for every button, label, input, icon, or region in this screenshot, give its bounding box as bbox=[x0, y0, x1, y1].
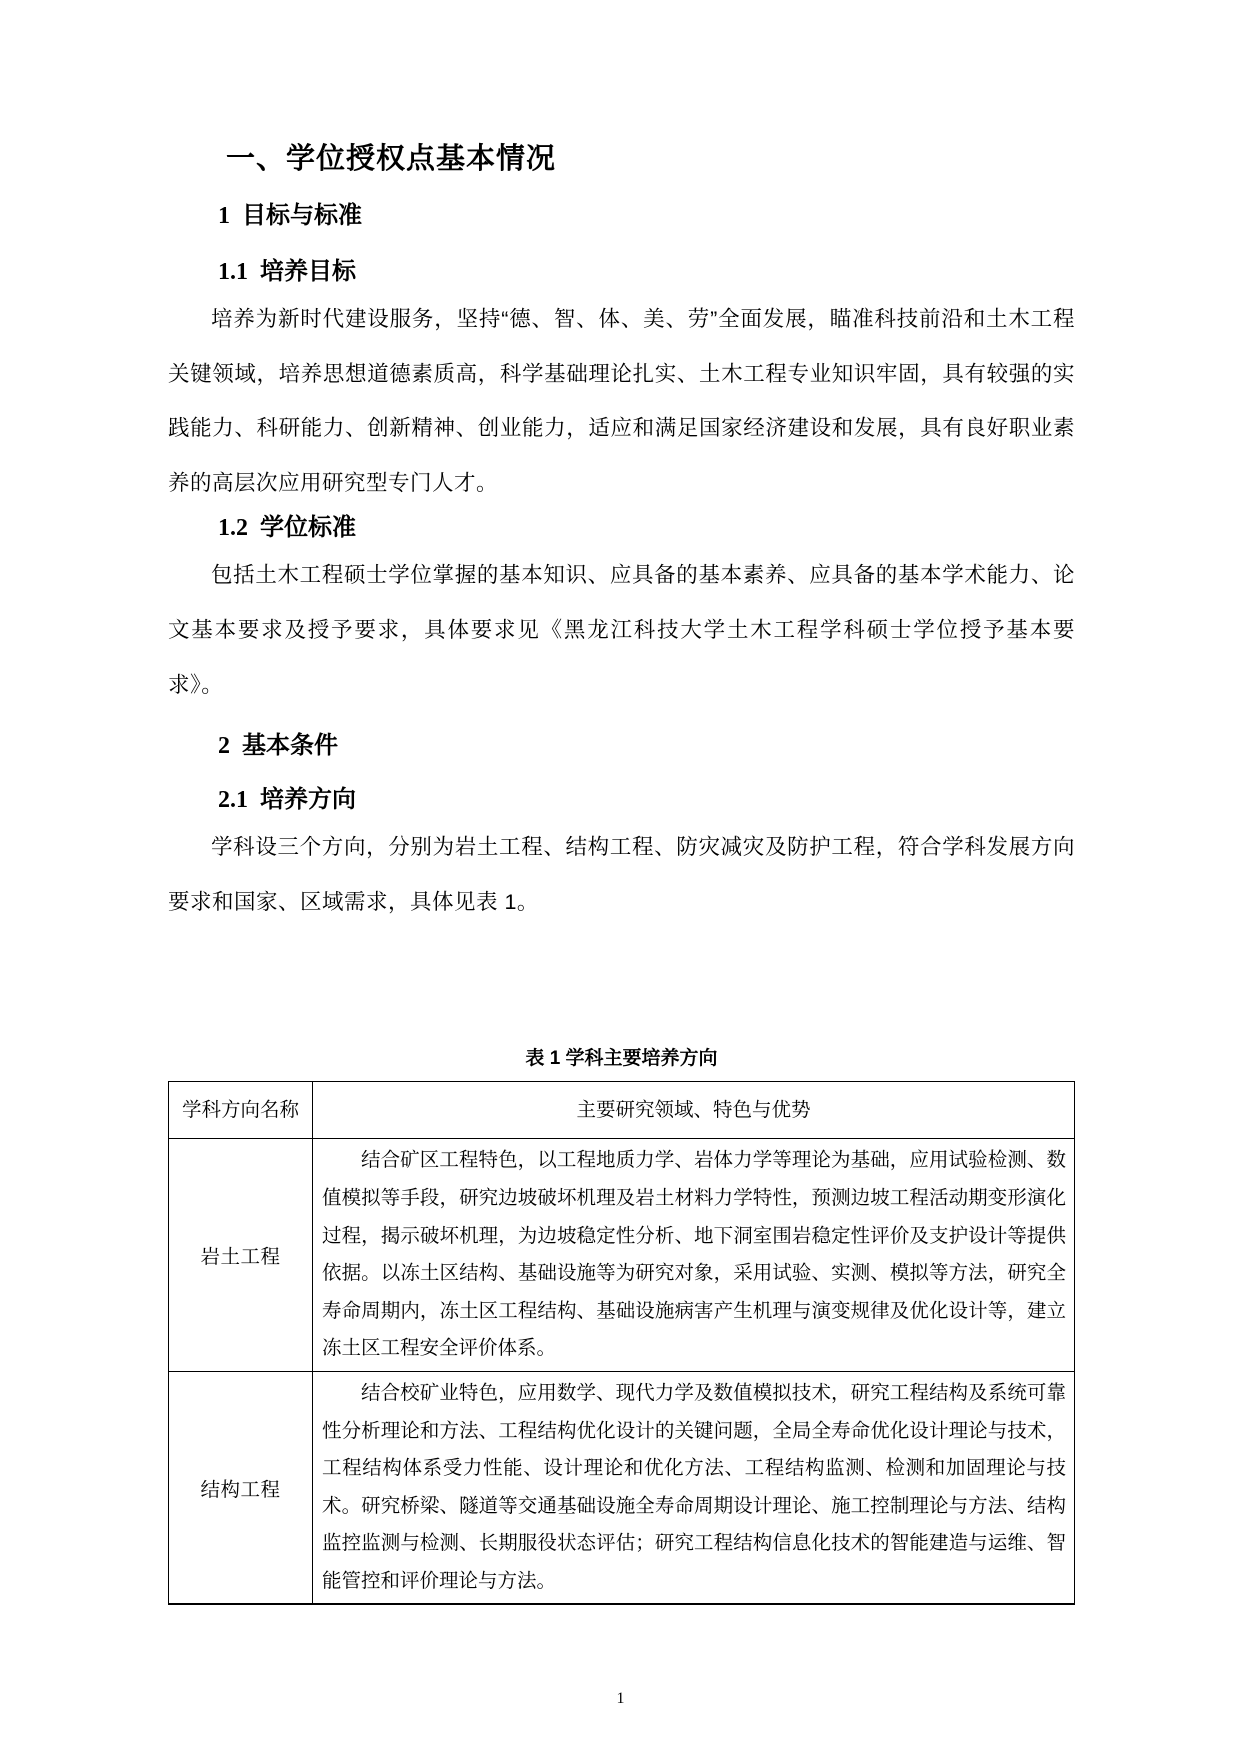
section-number: 2.1 bbox=[218, 787, 248, 814]
paragraph-training-objectives: 培养为新时代建设服务，坚持“德、智、体、美、劳”全面发展，瞄准科技前沿和土木工程关键领域，培养思想道德素质高，科学基础理论扎实、土木工程专业知识牢固，具有较强的实践能力、科研能力、创新精神、创业能力，适应和满足国家经济建设和发展，具有良好职业素养的高层次应用研究型专门人才。 bbox=[168, 307, 1075, 495]
section-heading-1 bbox=[168, 200, 1075, 232]
table-caption: 表 1 学科主要培养方向 bbox=[525, 1048, 718, 1070]
page-number: 1 bbox=[616, 1690, 625, 1707]
paragraph-degree-standards: 包括土木工程硕士学位掌握的基本知识、应具备的基本素养、应具备的基本学术能力、论文基本要求及授予要求，具体要求见《黑龙江科技大学土木工程学科硕士学位授予基本要求》。 bbox=[168, 563, 1075, 697]
section-title: 学位标准 bbox=[260, 514, 356, 542]
section-number: 2 bbox=[218, 733, 230, 760]
page-title: 一、学位授权点基本情况 bbox=[226, 143, 557, 175]
table-header-row bbox=[169, 1082, 1075, 1139]
section-title: 培养目标 bbox=[260, 258, 356, 285]
paragraph-training-directions: 学科设三个方向，分别为岩土工程、结构工程、防灾减灾及防护工程，符合学科发展方向要求和国家、区域需求，具体见表 1。 bbox=[168, 835, 1075, 914]
section-heading-1-1 bbox=[168, 256, 1075, 288]
direction-description-cell: 结合矿区工程特色，以工程地质力学、岩体力学等理论为基础，应用试验检测、数值模拟等手段，研究边坡破坏机理及岩土材料力学特性，预测边坡工程活动期变形演化过程，揭示破坏机理，为边坡稳定性分析、地下洞室围岩稳定性评价及支护设计等提供依据。以冻土区结构、基础设施等为研究对象，采用试验、实测、模拟等方法，研究全寿命周期内，冻土区工程结构、基础设施病害产生机理与演变规律及优化设计等，建立冻土区工程安全评价体系。 bbox=[313, 1139, 1075, 1372]
direction-name-cell: 结构工程 bbox=[169, 1371, 313, 1604]
section-heading-2 bbox=[168, 730, 1075, 762]
section-number: 1.2 bbox=[218, 515, 248, 542]
section-title: 培养方向 bbox=[260, 786, 356, 814]
table-header-direction: 学科方向名称 bbox=[169, 1082, 313, 1139]
section-number: 1 bbox=[218, 203, 230, 229]
direction-description-cell: 结合校矿业特色，应用数学、现代力学及数值模拟技术，研究工程结构及系统可靠性分析理论和方法、工程结构优化设计的关键问题，全局全寿命优化设计理论与技术，工程结构体系受力性能、设计理论和优化方法、工程结构监测、检测和加固理论与技术。研究桥梁、隧道等交通基础设施全寿命周期设计理论、施工控制理论与方法、结构监控监测与检测、长期服役状态评估；研究工程结构信息化技术的智能建造与运维、智能管控和评价理论与方法。 bbox=[313, 1371, 1075, 1604]
section-heading-1-2 bbox=[168, 512, 1075, 544]
section-number: 1.1 bbox=[218, 259, 248, 285]
section-title: 目标与标准 bbox=[242, 202, 362, 229]
direction-name-cell: 岩土工程 bbox=[169, 1139, 313, 1372]
training-directions-table bbox=[168, 1081, 1075, 1605]
table-header-description: 主要研究领域、特色与优势 bbox=[313, 1082, 1075, 1139]
table-row bbox=[169, 1139, 1075, 1372]
section-title: 基本条件 bbox=[242, 732, 338, 760]
section-heading-2-1 bbox=[168, 784, 1075, 816]
table-row bbox=[169, 1371, 1075, 1604]
